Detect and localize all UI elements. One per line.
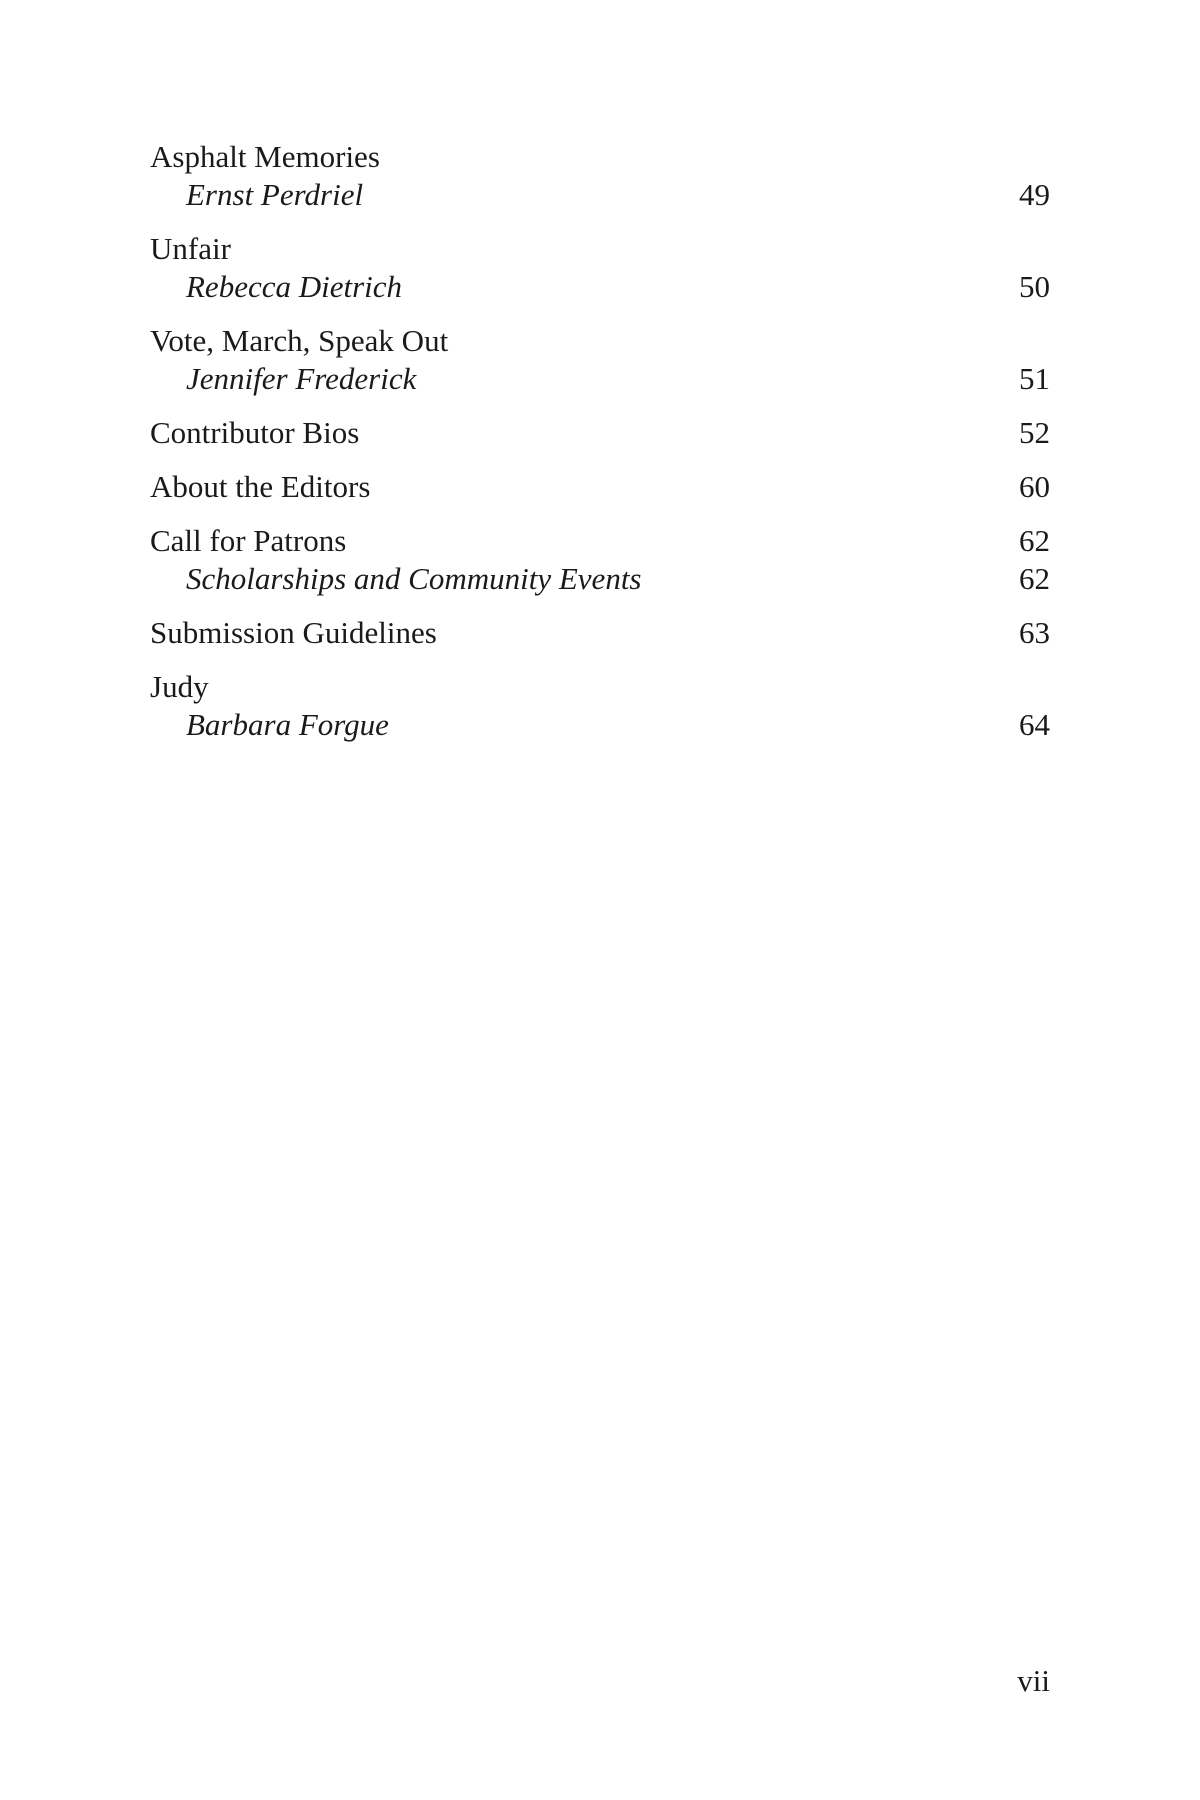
toc-entry bbox=[150, 468, 1050, 506]
toc-author-line bbox=[150, 360, 1050, 398]
toc-subtitle: Scholarships and Community Events bbox=[186, 561, 642, 596]
toc-title-line bbox=[150, 230, 1050, 268]
toc-entry bbox=[150, 138, 1050, 214]
toc-title-line bbox=[150, 614, 1050, 652]
toc-title: Judy bbox=[150, 669, 209, 704]
toc-entry bbox=[150, 322, 1050, 398]
toc-entry bbox=[150, 522, 1050, 598]
toc-page-number: 49 bbox=[1019, 177, 1050, 212]
toc-author: Rebecca Dietrich bbox=[186, 269, 403, 304]
toc-entry bbox=[150, 414, 1050, 452]
toc-entry bbox=[150, 614, 1050, 652]
toc-title-line bbox=[150, 322, 1050, 360]
toc-page-number: 62 bbox=[1019, 523, 1050, 558]
toc-title: About the Editors bbox=[150, 469, 371, 504]
toc-author: Ernst Perdriel bbox=[186, 177, 364, 212]
toc-title-line bbox=[150, 138, 1050, 176]
table-of-contents bbox=[150, 138, 1050, 760]
toc-title: Asphalt Memories bbox=[150, 139, 380, 174]
toc-page-number: 64 bbox=[1019, 707, 1050, 742]
toc-page-number: 60 bbox=[1019, 469, 1050, 504]
toc-author-line bbox=[150, 268, 1050, 306]
toc-page-number: 52 bbox=[1019, 415, 1050, 450]
toc-title: Submission Guidelines bbox=[150, 615, 437, 650]
toc-subtitle-line bbox=[150, 560, 1050, 598]
toc-title: Call for Patrons bbox=[150, 523, 347, 558]
toc-author: Jennifer Frederick bbox=[186, 361, 417, 396]
toc-title: Unfair bbox=[150, 231, 231, 266]
toc-page-number: 62 bbox=[1019, 561, 1050, 596]
toc-title-line bbox=[150, 522, 1050, 560]
toc-title-line bbox=[150, 414, 1050, 452]
toc-entry bbox=[150, 230, 1050, 306]
toc-author-line bbox=[150, 706, 1050, 744]
toc-page-number: 51 bbox=[1019, 361, 1050, 396]
toc-entry bbox=[150, 668, 1050, 744]
toc-title-line bbox=[150, 668, 1050, 706]
toc-author: Barbara Forgue bbox=[186, 707, 389, 742]
toc-page-number: 63 bbox=[1019, 615, 1050, 650]
toc-title-line bbox=[150, 468, 1050, 506]
toc-title: Contributor Bios bbox=[150, 415, 360, 450]
toc-page-number: 50 bbox=[1019, 269, 1050, 304]
toc-title: Vote, March, Speak Out bbox=[150, 323, 449, 358]
page-number-footer: vii bbox=[1017, 1663, 1050, 1698]
toc-author-line bbox=[150, 176, 1050, 214]
